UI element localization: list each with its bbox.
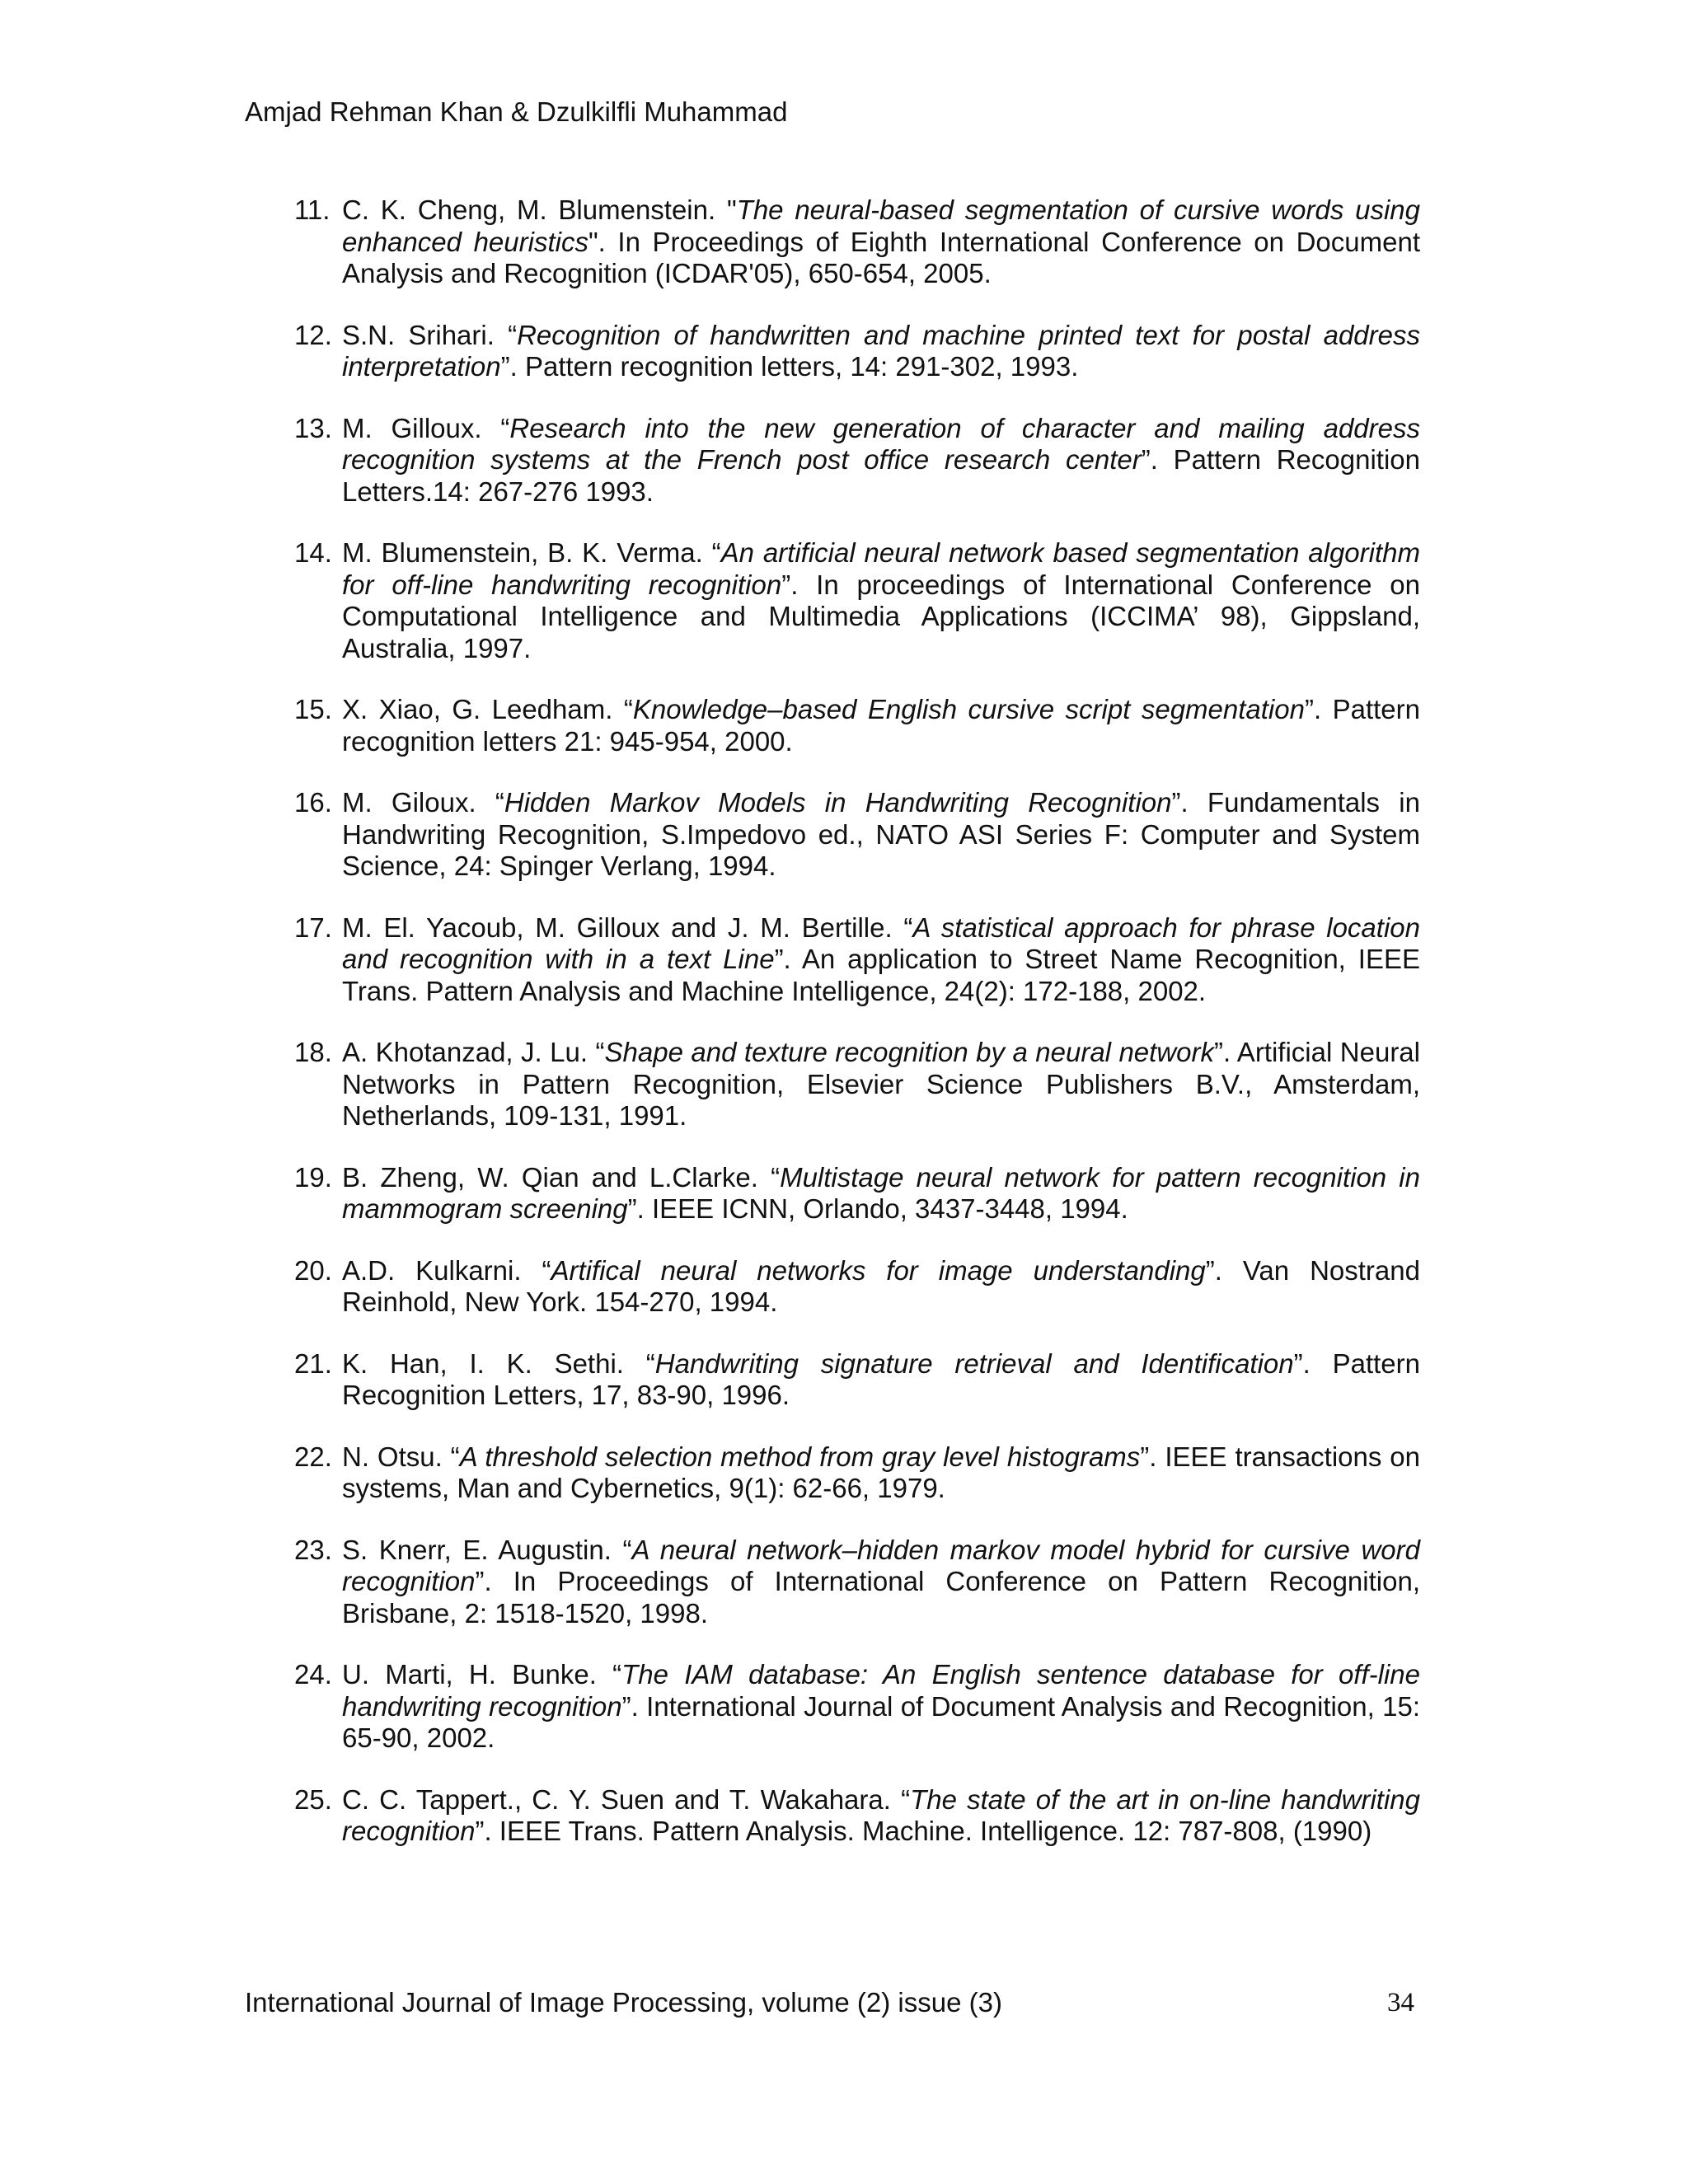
reference-authors: C. K. Cheng, M. Blumenstein. " — [342, 194, 737, 225]
reference-title: A statistical approach for phrase location and recognition with in a text Line — [342, 912, 1420, 974]
reference-item — [294, 1784, 1420, 1848]
reference-item — [294, 1535, 1420, 1630]
running-footer-journal: International Journal of Image Processing, volume (2) issue (3) — [245, 1987, 1002, 2018]
reference-title: An artificial neural network based segmentation algorithm for off-line handwriting recognition — [342, 537, 1420, 600]
reference-source: ". In Proceedings of Eighth International Conference on Document Analysis and Recognition (ICDAR'05), 650-654, 2005. — [342, 226, 1420, 288]
reference-item — [294, 1441, 1420, 1505]
reference-source: ”. International Journal of Document Analysis and Recognition, 15: 65-90, 2002. — [342, 1690, 1420, 1753]
reference-number: 17. — [294, 912, 332, 943]
reference-number: 21. — [294, 1347, 332, 1379]
reference-item — [294, 320, 1420, 383]
reference-title: Hidden Markov Models in Handwriting Recognition — [504, 787, 1172, 818]
reference-item — [294, 1348, 1420, 1412]
reference-number: 19. — [294, 1161, 332, 1193]
reference-authors: M. El. Yacoub, M. Gilloux and J. M. Bertille. “ — [342, 912, 913, 943]
reference-item — [294, 694, 1420, 757]
reference-source: ”. An application to Street Name Recognition, IEEE Trans. Pattern Analysis and Machine Intelligence, 24(2): 172-188, 2002. — [342, 944, 1421, 1006]
reference-text — [342, 1162, 1420, 1226]
reference-text — [342, 1037, 1420, 1132]
reference-text — [342, 787, 1420, 883]
reference-text — [342, 1348, 1420, 1412]
running-header-authors: Amjad Rehman Khan & Dzulkilfli Muhammad — [245, 96, 788, 127]
reference-source: ”. Pattern Recognition Letters, 17, 83-90, 1996. — [342, 1347, 1420, 1410]
reference-authors: A. Khotanzad, J. Lu. “ — [342, 1037, 605, 1067]
reference-source: ”. Pattern recognition letters 21: 945-954, 2000. — [342, 694, 1420, 757]
reference-item — [294, 1255, 1420, 1319]
reference-item — [294, 787, 1420, 883]
reference-source: ”. In Proceedings of International Conference on Pattern Recognition, Brisbane, 2: 1518-1520, 1998. — [342, 1566, 1420, 1629]
reference-title: Knowledge–based English cursive script segmentation — [632, 694, 1305, 724]
reference-title: A threshold selection method from gray level histograms — [459, 1441, 1141, 1472]
reference-source: ”. Artificial Neural Networks in Pattern Recognition, Elsevier Science Publishers B.V., Amsterdam, Netherlands, 109-131, 1991. — [342, 1037, 1420, 1131]
reference-number: 11. — [294, 194, 331, 225]
reference-title: Multistage neural network for pattern recognition in mammogram screening — [342, 1161, 1420, 1224]
reference-text — [342, 694, 1420, 757]
reference-text — [342, 320, 1420, 383]
reference-title: The neural-based segmentation of cursive words using enhanced heuristics — [342, 194, 1420, 257]
reference-title: The IAM database: An English sentence database for off-line handwriting recognition — [342, 1659, 1420, 1722]
reference-title: Handwriting signature retrieval and Identification — [654, 1347, 1294, 1379]
reference-item — [294, 1037, 1420, 1132]
reference-title: Shape and texture recognition by a neural network — [604, 1037, 1215, 1067]
reference-title: Artifical neural networks for image understanding — [551, 1254, 1206, 1286]
reference-authors: M. Blumenstein, B. K. Verma. “ — [342, 537, 721, 568]
reference-number: 23. — [294, 1534, 332, 1565]
reference-text — [342, 537, 1420, 664]
reference-source: ”. Pattern recognition letters, 14: 291-302, 1993. — [500, 351, 1079, 382]
reference-item — [294, 537, 1420, 664]
reference-text — [342, 194, 1420, 290]
reference-list — [294, 194, 1420, 1877]
reference-text — [342, 1441, 1420, 1505]
reference-authors: M. Gilloux. “ — [342, 412, 510, 443]
reference-number: 15. — [294, 694, 332, 724]
reference-authors: B. Zheng, W. Qian and L.Clarke. “ — [342, 1161, 781, 1193]
reference-number: 16. — [294, 787, 332, 818]
reference-authors: X. Xiao, G. Leedham. “ — [342, 694, 633, 724]
reference-source: ”. In proceedings of International Conference on Computational Intelligence and Multimedia Applications (ICCIMA’ 98), Gippsland, Australia, 1997. — [342, 569, 1420, 663]
reference-item — [294, 194, 1420, 290]
reference-number: 24. — [294, 1659, 332, 1690]
page-number: 34 — [1387, 1988, 1414, 2018]
reference-authors: S.N. Srihari. “ — [342, 319, 518, 350]
reference-source: ”. Van Nostrand Reinhold, New York. 154-270, 1994. — [342, 1254, 1420, 1317]
reference-number: 20. — [294, 1254, 332, 1286]
reference-authors: U. Marti, H. Bunke. “ — [342, 1659, 622, 1690]
reference-number: 13. — [294, 412, 332, 443]
reference-authors: S. Knerr, E. Augustin. “ — [342, 1534, 632, 1565]
reference-item — [294, 413, 1420, 509]
reference-authors: C. C. Tappert., C. Y. Suen and T. Wakahara. “ — [342, 1783, 911, 1815]
reference-number: 25. — [294, 1783, 332, 1815]
reference-text — [342, 413, 1420, 509]
reference-title: Recognition of handwritten and machine printed text for postal address interpretation — [342, 319, 1420, 382]
reference-text — [342, 1255, 1420, 1319]
reference-source: ”. Pattern Recognition Letters.14: 267-276 1993. — [342, 444, 1421, 507]
reference-text — [342, 1784, 1420, 1848]
reference-text — [342, 912, 1420, 1008]
reference-number: 18. — [294, 1037, 332, 1067]
reference-text — [342, 1535, 1420, 1630]
reference-text — [342, 1659, 1420, 1755]
reference-authors: N. Otsu. “ — [342, 1441, 460, 1472]
reference-source: ”. Fundamentals in Handwriting Recognition, S.Impedovo ed., NATO ASI Series F: Computer and System Science, 24: Spinger Verlang, 1994. — [342, 787, 1420, 881]
reference-title: The state of the art in on-line handwriting recognition — [342, 1783, 1420, 1846]
reference-item — [294, 1162, 1420, 1226]
reference-source: ”. IEEE transactions on systems, Man and Cybernetics, 9(1): 62-66, 1979. — [342, 1441, 1420, 1503]
reference-source: ”. IEEE ICNN, Orlando, 3437-3448, 1994. — [627, 1193, 1128, 1224]
reference-number: 12. — [294, 319, 332, 350]
reference-title: Research into the new generation of character and mailing address recognition systems at the French post office research center — [342, 412, 1420, 475]
reference-title: A neural network–hidden markov model hybrid for cursive word recognition — [342, 1534, 1420, 1596]
reference-item — [294, 1659, 1420, 1755]
reference-authors: A.D. Kulkarni. “ — [342, 1254, 551, 1286]
reference-authors: K. Han, I. K. Sethi. “ — [342, 1347, 655, 1379]
reference-item — [294, 912, 1420, 1008]
reference-number: 14. — [294, 537, 332, 568]
reference-number: 22. — [294, 1441, 332, 1472]
reference-source: ”. IEEE Trans. Pattern Analysis. Machine. Intelligence. 12: 787-808, (1990) — [475, 1816, 1372, 1846]
reference-authors: M. Giloux. “ — [342, 787, 504, 818]
